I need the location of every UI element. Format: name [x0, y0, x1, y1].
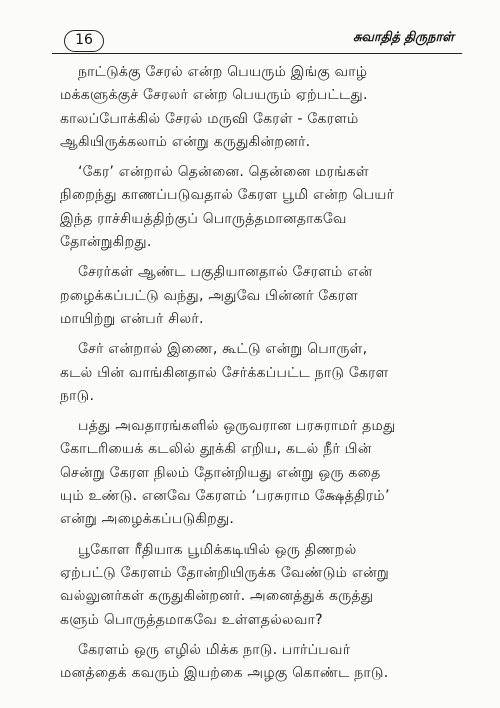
text-line: பூகோள ரீதியாக பூமிக்கடியில் ஒரு திணறல்: [78, 541, 357, 558]
text-line: காலப்போக்கில் சேரல் மருவி கேரள் - கேரளம்: [60, 110, 359, 127]
text-line: றழைக்கப்பட்டு வந்து, அதுவே பின்னர் கேரள: [60, 287, 359, 304]
text-line: ஆகியிருக்கலாம் என்று கருதுகின்றனர்.: [60, 133, 311, 150]
header-rule: [52, 53, 462, 54]
paragraph: [60, 338, 460, 408]
text-line: கோடரியைக் கடலில் தூக்கி எறிய, கடல் நீர் பின்: [60, 441, 372, 458]
text-line: நாடு.: [60, 387, 95, 404]
text-line: ஏற்பட்டு கேரளம் தோன்றியிருக்க வேண்டும் என்று: [60, 564, 390, 581]
text-line: என்று அழைக்கப்படுகிறது.: [60, 511, 235, 528]
body-text: [60, 61, 460, 692]
text-line: மக்களுக்குச் சேரலர் என்ற பெயரும் ஏற்பட்டது.: [60, 87, 368, 104]
text-line: கேரளம் ஒரு எழில் மிக்க நாடு. பார்ப்பவர்: [78, 641, 351, 658]
page-header: [52, 26, 462, 56]
text-line: மனத்தைக் கவரும் இயற்கை அழகு கொண்ட நாடு.: [60, 665, 389, 682]
paragraph: [60, 539, 460, 632]
text-line: நிறைந்து காணப்படுவதால் கேரள பூமி என்ற பெயர்: [60, 187, 395, 204]
text-line: ‘கேர’ என்றால் தென்னை. தென்னை மரங்கள்: [78, 164, 369, 181]
paragraph: [60, 639, 460, 686]
text-line: மாயிற்று என்பர் சிலர்.: [60, 310, 204, 327]
text-line: சேரர்கள் ஆண்ட பகுதியானதால் சேரளம் என்: [78, 264, 373, 281]
page-number: 16: [64, 30, 104, 52]
paragraph: [60, 261, 460, 331]
text-line: தோன்றுகிறது.: [60, 234, 152, 251]
text-line: கடல் பின் வாங்கினதால் சேர்க்கப்பட்ட நாடு கேரள: [60, 364, 389, 381]
text-line: களும் பொருத்தமாகவே உள்ளதல்லவா?: [60, 611, 323, 628]
text-line: சென்று கேரள நிலம் தோன்றியது என்று ஒரு கதை: [60, 464, 381, 481]
text-line: நாட்டுக்கு சேரல் என்ற பெயரும் இங்கு வாழ்: [78, 64, 368, 80]
paragraph: [60, 161, 460, 254]
text-line: சேர் என்றால் இணை, கூட்டு என்று பொருள்,: [78, 341, 368, 358]
text-line: இந்த ராச்சியத்திற்குப் பொருத்தமானதாகவே: [60, 210, 347, 227]
text-line: பத்து அவதாரங்களில் ஒருவரான பரசுராமர் தமது: [78, 418, 396, 435]
running-title: சுவாதித் திருநாள்: [353, 30, 454, 45]
paragraph: [60, 415, 460, 531]
paragraph: [60, 61, 460, 154]
text-line: யும் உண்டு. எனவே கேரளம் ‘பரசுராம க்ஷேத்திரம்’: [60, 488, 390, 505]
text-line: வல்லுனர்கள் கருதுகின்றனர். அனைத்துக் கருத்து: [60, 588, 374, 605]
